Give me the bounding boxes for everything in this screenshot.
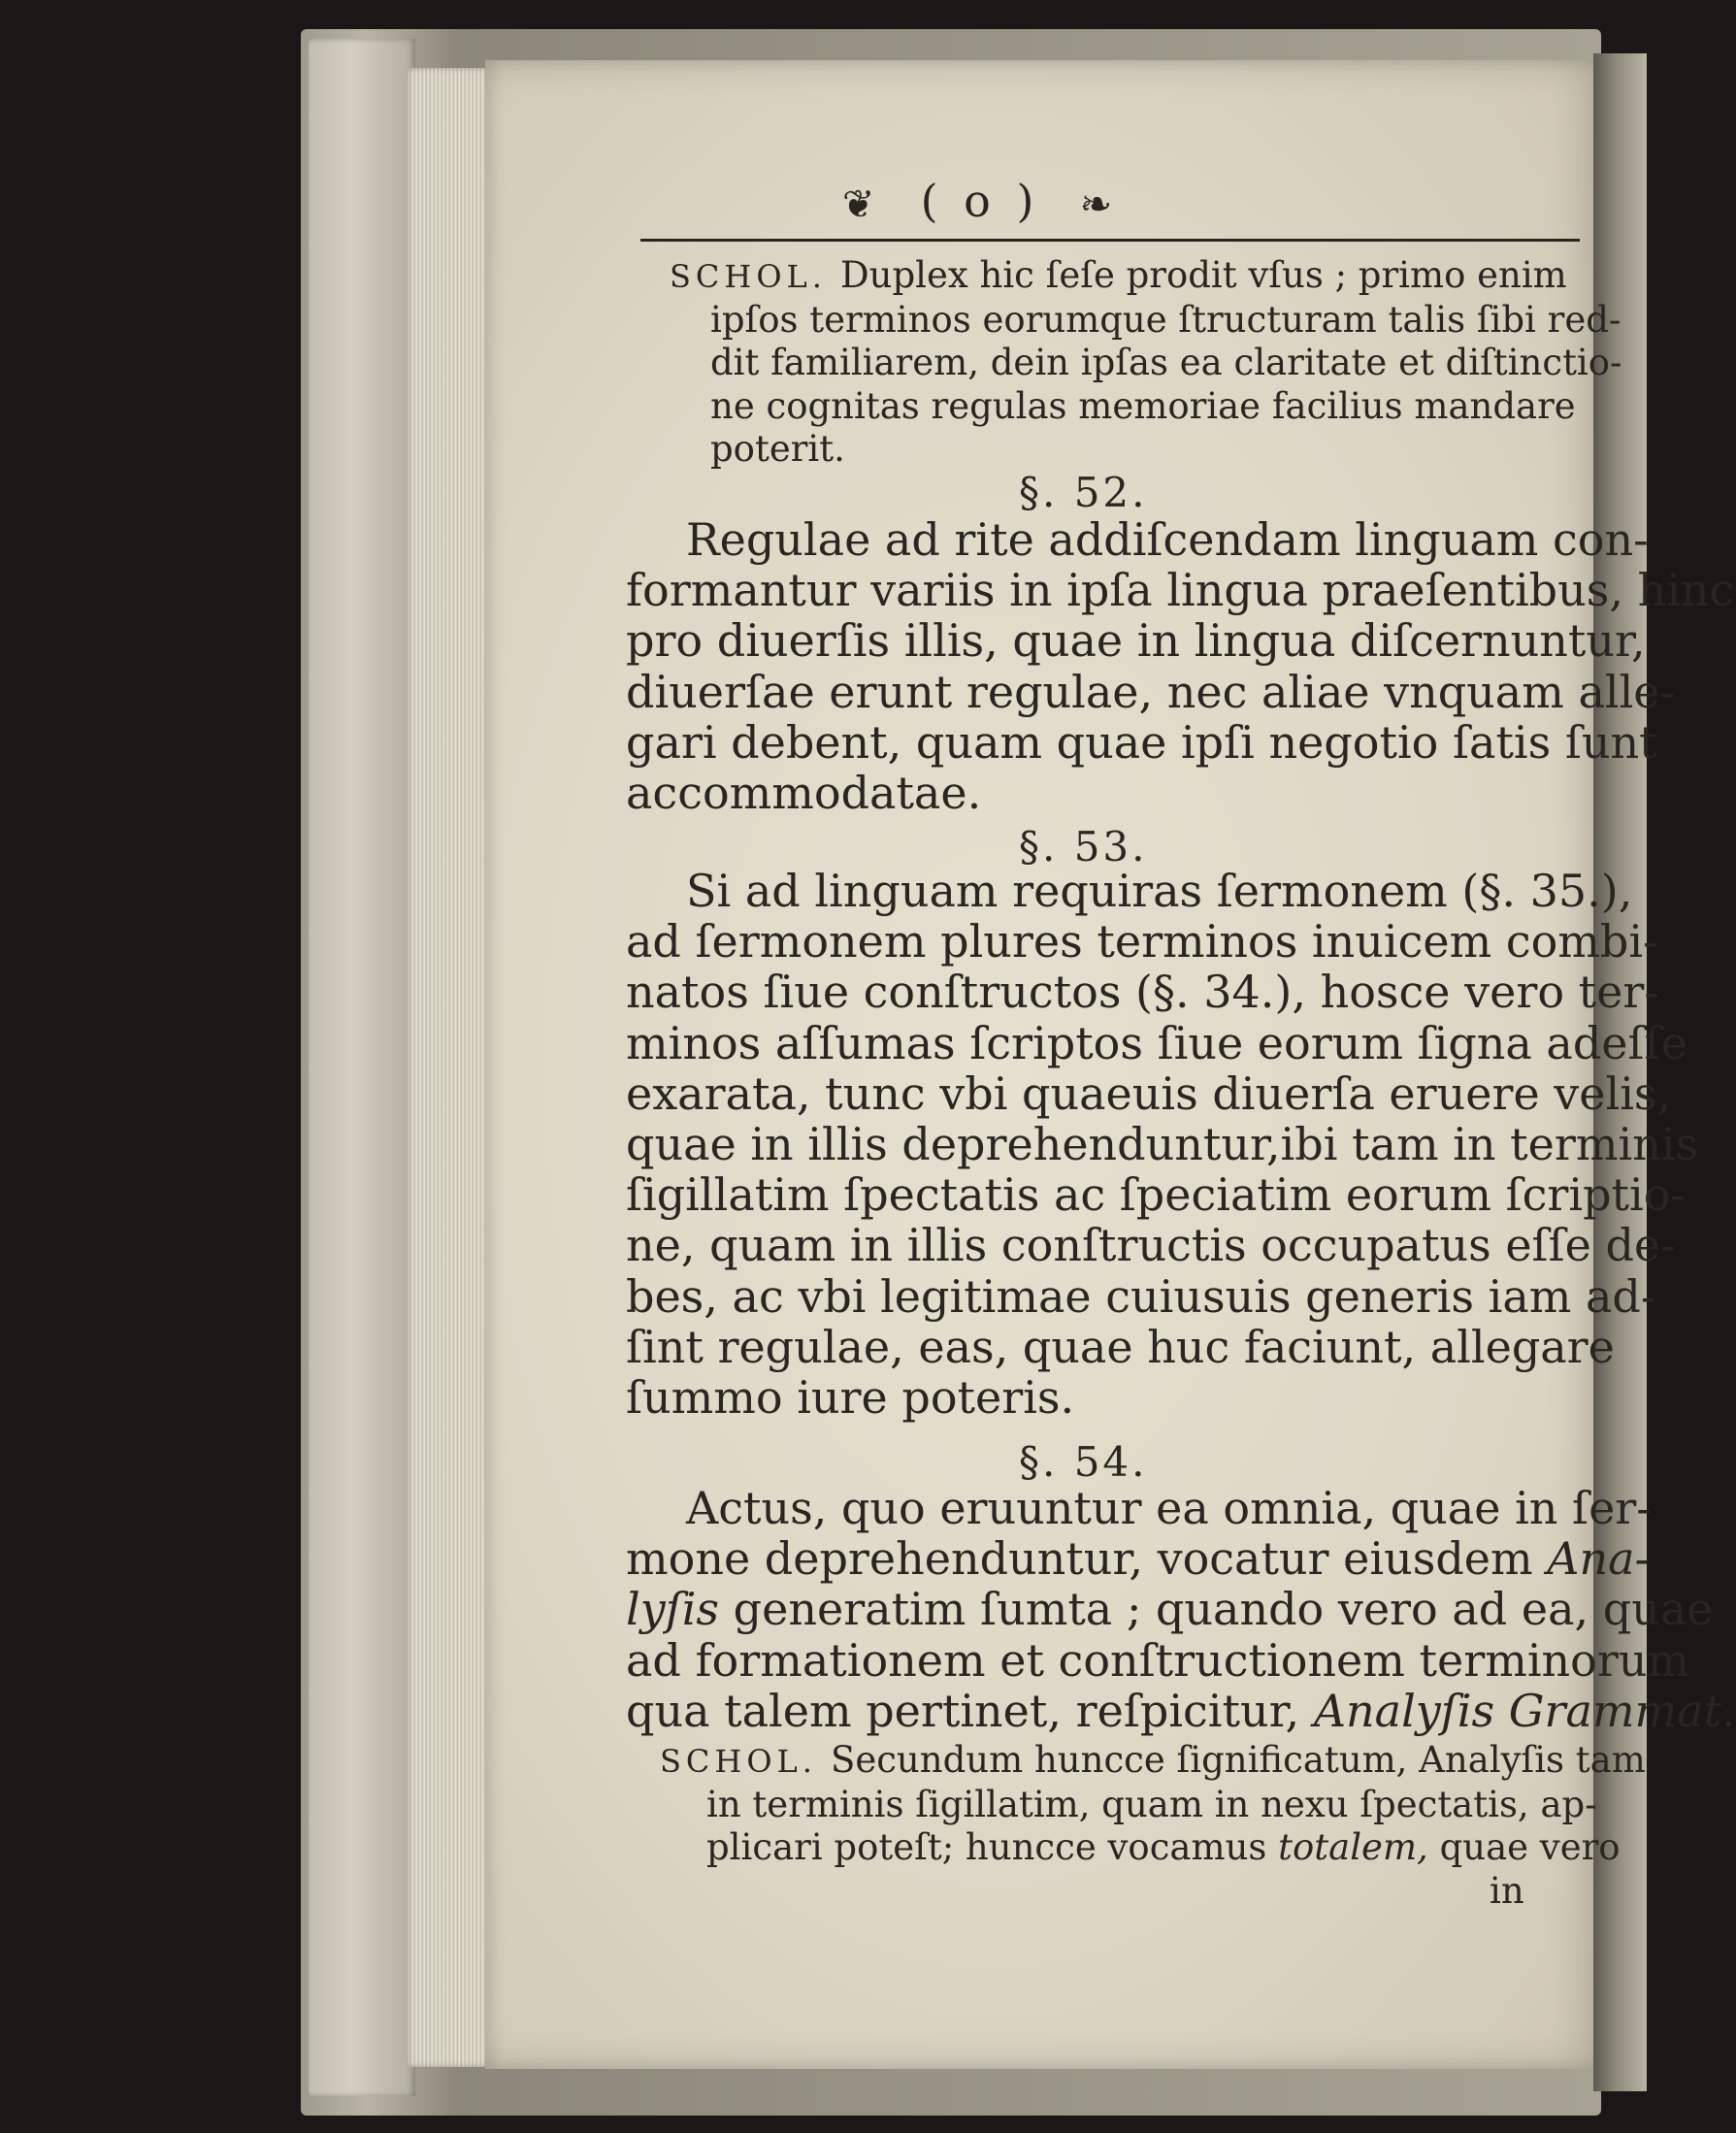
section-52-heading: §. 52.: [1019, 469, 1148, 516]
book-cover-board: [309, 39, 415, 2096]
section-53-line-10: ſint regulae, eas, quae huc faciunt, allegare: [626, 1320, 1615, 1373]
left-ornament-icon: ❦: [841, 182, 881, 227]
scholium-2-line-3: plicari poteſt; huncce vocamus totalem, quae vero: [706, 1826, 1621, 1869]
scholium-label: SCHOL.: [670, 258, 827, 295]
section-52-body: [626, 514, 1734, 818]
running-header: [640, 175, 1320, 233]
italic-term-analysis-part-1: Ana-: [1547, 1532, 1651, 1586]
section-54-line-5: qua talem pertinet, reſpicitur, Analyſis Grammat.: [626, 1684, 1736, 1737]
section-53-heading: §. 53.: [1019, 823, 1148, 870]
header-rule: [640, 239, 1580, 242]
section-53-line-1: Si ad linguam requiras ſermonem (§. 35.),: [686, 865, 1633, 917]
section-53-line-4: minos aſſumas ſcriptos ſiue eorum ſigna adeſſe: [626, 1016, 1687, 1069]
section-52-line-1: Regulae ad rite addiſcendam linguam con-: [686, 513, 1649, 566]
section-53-line-3: natos ſiue conſtructos (§. 34.), hosce vero ter-: [626, 966, 1659, 1019]
scholium-1-line-3: dit familiarem, dein ipſas ea claritate et diſtinctio-: [710, 342, 1622, 384]
section-54-line-2: mone deprehenduntur, vocatur eiusdem Ana-: [626, 1532, 1651, 1586]
italic-term-analysis-grammat: Analyſis Grammat.: [1313, 1684, 1736, 1737]
page-number: ( o ): [920, 175, 1040, 227]
scholium-2-line-1: SCHOL. Secundum huncce ſignificatum, Analyſis tam: [660, 1739, 1646, 1781]
scholium-1-line-1: SCHOL. Duplex hic ſeſe prodit vſus ; primo enim: [670, 254, 1567, 296]
section-53-line-11: ſummo iure poteris.: [626, 1371, 1075, 1425]
scholium-1-line-5: poterit.: [710, 428, 845, 471]
section-53-line-5: exarata, tunc vbi quaeuis diuerſa eruere velis,: [626, 1066, 1672, 1120]
page-edges: [408, 68, 490, 2067]
italic-term-analysis-part-2: lyſis: [626, 1583, 720, 1636]
section-52-line-2: formantur variis in ipſa lingua praeſentibus, hinc: [626, 564, 1735, 617]
section-54-body: [626, 1483, 1736, 1736]
section-54-line-3: lyſis generatim ſumta ; quando vero ad ea, quae: [626, 1583, 1714, 1636]
section-53-line-7: ſigillatim ſpectatis ac ſpeciatim eorum ſcriptio-: [626, 1168, 1686, 1222]
catchword: in: [1490, 1869, 1524, 1912]
section-52-line-6: accommodatae.: [626, 767, 982, 820]
scholium-2: [660, 1739, 1646, 1913]
scholium-1-line-4: ne cognitas regulas memoriae facilius mandare: [710, 384, 1576, 427]
section-53-line-6: quae in illis deprehenduntur,ibi tam in terminis: [626, 1118, 1699, 1171]
section-53-line-9: bes, ac vbi legitimae cuiusuis generis iam ad-: [626, 1269, 1656, 1323]
section-52-line-4: diuerſae erunt regulae, nec aliae vnquam alle-: [626, 665, 1676, 718]
scholium-1-line-2: ipſos terminos eorumque ſtructuram talis ſibi red-: [710, 298, 1621, 341]
section-52-line-5: gari debent, quam quae ipſi negotio ſatis ſunt: [626, 715, 1657, 769]
italic-term-totalem: totalem,: [1278, 1826, 1428, 1869]
scholium-2-line-2: in terminis ſigillatim, quam in nexu ſpectatis, ap-: [706, 1783, 1597, 1825]
scholium-1: [670, 254, 1622, 472]
section-52-line-3: pro diuerſis illis, quae in lingua diſcernuntur,: [626, 614, 1646, 668]
scholium-label: SCHOL.: [660, 1743, 817, 1780]
section-54-line-1: Actus, quo eruuntur ea omnia, quae in ſer-: [686, 1482, 1652, 1534]
section-54-heading: §. 54.: [1019, 1438, 1148, 1486]
right-ornament-icon: ❧: [1079, 182, 1119, 227]
section-53-line-8: ne, quam in illis conſtructis occupatus eſſe de-: [626, 1219, 1676, 1272]
section-53-body: [626, 866, 1698, 1423]
section-54-line-4: ad formationem et conſtructionem terminorum: [626, 1633, 1690, 1687]
section-53-line-2: ad ſermonem plures terminos inuicem combi-: [626, 915, 1658, 968]
